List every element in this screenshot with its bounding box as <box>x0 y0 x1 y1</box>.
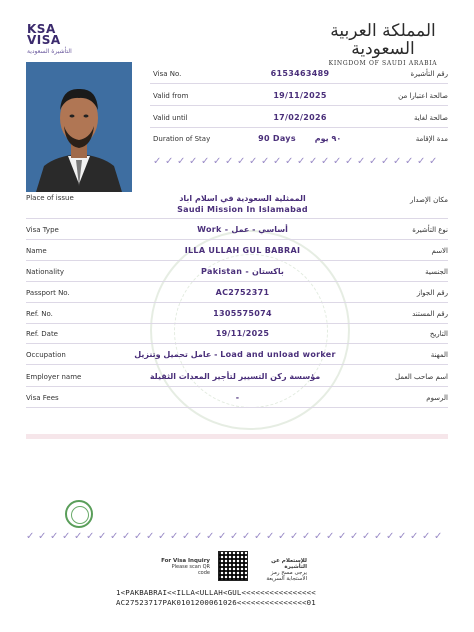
name-label-ar: الاسم <box>431 247 448 255</box>
brand-ar: التأشيرة السعودية <box>27 48 72 55</box>
passport-label: Passport No. <box>26 289 70 297</box>
employer-label-ar: اسم صاحب العمل <box>395 373 448 381</box>
check-mark-icon: ✓ <box>381 156 390 167</box>
ksa-visa-logo <box>27 24 77 60</box>
check-mark-icon: ✓ <box>158 531 167 542</box>
employer-label: Employer name <box>26 373 82 381</box>
valid-from-value: 19/11/2025 <box>273 91 327 100</box>
place-value-ar: الممثلية السعودية في اسلام اباد <box>179 194 306 203</box>
check-mark-icon: ✓ <box>434 531 443 542</box>
check-mark-icon: ✓ <box>278 531 287 542</box>
holder-photo <box>26 62 132 192</box>
valid-until-label-ar: صالحة لغاية <box>413 114 448 122</box>
check-mark-icon: ✓ <box>249 156 258 167</box>
brand-bottom: VISA <box>27 33 61 47</box>
divider <box>26 386 448 387</box>
visa-no-label: Visa No. <box>153 70 182 78</box>
check-mark-icon: ✓ <box>98 531 107 542</box>
check-mark-icon: ✓ <box>182 531 191 542</box>
security-band <box>26 434 448 439</box>
check-mark-icon: ✓ <box>386 531 395 542</box>
divider <box>26 323 448 324</box>
check-mark-icon: ✓ <box>398 531 407 542</box>
divider <box>26 260 448 261</box>
duration-value-ar: ٩٠ يوم <box>314 134 342 143</box>
check-mark-icon: ✓ <box>297 156 306 167</box>
check-mark-icon: ✓ <box>26 531 35 542</box>
brand-top: KSA <box>27 22 56 36</box>
check-mark-icon: ✓ <box>74 531 83 542</box>
passport-label-ar: رقم الجواز <box>416 289 448 297</box>
check-mark-icon: ✓ <box>314 531 323 542</box>
qr-sub-en: Please scan QR code <box>171 564 210 576</box>
check-mark-icon: ✓ <box>261 156 270 167</box>
mrz-line-1: 1<PAKBABRAI<<ILLA<ULLAH<GUL<<<<<<<<<<<<<<<< <box>116 588 316 597</box>
ref-no-label: Ref. No. <box>26 310 53 318</box>
occupation-value: عامل تحميل وتنزيل - Load and unload worker <box>134 350 336 359</box>
place-label: Place of issue <box>26 194 74 202</box>
check-mark-icon: ✓ <box>189 156 198 167</box>
visa-type-value: Work - أساسي - عمل <box>197 225 288 234</box>
check-mark-icon: ✓ <box>165 156 174 167</box>
fingerprint-icon <box>65 500 93 528</box>
holder-portrait <box>26 62 132 192</box>
divider <box>150 127 448 128</box>
check-mark-icon: ✓ <box>345 156 354 167</box>
check-mark-icon: ✓ <box>153 156 162 167</box>
divider <box>26 364 448 365</box>
check-mark-icon: ✓ <box>393 156 402 167</box>
divider <box>26 281 448 282</box>
valid-until-label: Valid until <box>153 114 188 122</box>
check-mark-icon: ✓ <box>201 156 210 167</box>
nationality-value: Pakistan - باكستان <box>201 267 284 276</box>
check-mark-icon: ✓ <box>374 531 383 542</box>
check-mark-icon: ✓ <box>230 531 239 542</box>
check-mark-icon: ✓ <box>309 156 318 167</box>
visa-no-value: 6153463489 <box>270 69 330 78</box>
visa-fees-value: - <box>235 393 240 402</box>
check-mark-icon: ✓ <box>170 531 179 542</box>
check-mark-icon: ✓ <box>62 531 71 542</box>
check-mark-icon: ✓ <box>254 531 263 542</box>
nationality-label-ar: الجنسية <box>425 268 448 276</box>
qr-sub-ar: يرجى مسح رمز الاستجابة السريعة <box>266 570 307 582</box>
employer-value: مؤسسة ركن التسيير لتأجير المعدات الثقيلة <box>149 372 321 381</box>
valid-until-value: 17/02/2026 <box>273 113 327 122</box>
check-mark-icon: ✓ <box>273 156 282 167</box>
check-mark-icon: ✓ <box>242 531 251 542</box>
passport-value: AC2752371 <box>215 288 270 297</box>
check-mark-icon: ✓ <box>266 531 275 542</box>
divider <box>26 343 448 344</box>
divider <box>26 239 448 240</box>
check-mark-icon: ✓ <box>429 156 438 167</box>
divider <box>26 218 448 219</box>
check-mark-icon: ✓ <box>422 531 431 542</box>
check-mark-icon: ✓ <box>50 531 59 542</box>
divider <box>26 407 448 408</box>
check-mark-icon: ✓ <box>357 156 366 167</box>
visa-fees-label: Visa Fees <box>26 394 59 402</box>
qr-title-en: For Visa Inquiry <box>161 558 210 564</box>
check-mark-icon: ✓ <box>333 156 342 167</box>
check-mark-icon: ✓ <box>122 531 131 542</box>
check-mark-icon: ✓ <box>302 531 311 542</box>
qr-code-icon[interactable] <box>218 551 248 581</box>
nationality-label: Nationality <box>26 268 65 276</box>
divider <box>150 83 448 84</box>
divider <box>150 105 448 106</box>
ref-no-value: 1305575074 <box>213 309 272 318</box>
check-mark-icon: ✓ <box>410 531 419 542</box>
visa-no-label-ar: رقم التأشيرة <box>410 70 448 78</box>
check-mark-icon: ✓ <box>321 156 330 167</box>
valid-from-label-ar: صالحة اعتبارا من <box>398 92 448 100</box>
ref-no-label-ar: رقم المستند <box>412 310 448 318</box>
check-mark-icon: ✓ <box>405 156 414 167</box>
check-mark-icon: ✓ <box>146 531 155 542</box>
check-pattern-row <box>153 157 438 166</box>
kingdom-header <box>318 22 448 67</box>
mrz-line-2: AC27523717PAK0101200061026<<<<<<<<<<<<<<<01 <box>116 598 316 607</box>
check-mark-icon: ✓ <box>237 156 246 167</box>
place-value: Saudi Mission In Islamabad <box>177 205 308 214</box>
place-label-ar: مكان الإصدار <box>410 196 448 204</box>
occupation-label: Occupation <box>26 351 66 359</box>
qr-title-ar: للإستعلام عن التأشيرة <box>271 558 307 570</box>
duration-label-ar: مدة الإقامة <box>415 135 448 143</box>
check-mark-icon: ✓ <box>86 531 95 542</box>
kingdom-en: KINGDOM OF SAUDI ARABIA <box>328 60 438 67</box>
check-mark-icon: ✓ <box>417 156 426 167</box>
name-value: ILLA ULLAH GUL BABRAI <box>184 246 301 255</box>
divider <box>26 302 448 303</box>
kingdom-ar: المملكة العربية السعودية <box>330 21 436 59</box>
check-mark-icon: ✓ <box>134 531 143 542</box>
ref-date-value: 19/11/2025 <box>215 329 270 338</box>
ref-date-label-ar: التاريخ <box>429 330 448 338</box>
check-mark-icon: ✓ <box>206 531 215 542</box>
name-label: Name <box>26 247 47 255</box>
check-mark-icon: ✓ <box>326 531 335 542</box>
check-mark-icon: ✓ <box>177 156 186 167</box>
check-mark-icon: ✓ <box>38 531 47 542</box>
visa-type-label: Visa Type <box>26 226 59 234</box>
valid-from-label: Valid from <box>153 92 189 100</box>
check-mark-icon: ✓ <box>285 156 294 167</box>
duration-value: 90 Days <box>258 134 296 143</box>
visa-type-label-ar: نوع التأشيرة <box>412 226 448 234</box>
check-mark-icon: ✓ <box>213 156 222 167</box>
qr-text-ar <box>252 558 307 582</box>
check-mark-icon: ✓ <box>362 531 371 542</box>
check-mark-icon: ✓ <box>350 531 359 542</box>
duration-label: Duration of Stay <box>153 135 211 143</box>
check-mark-icon: ✓ <box>290 531 299 542</box>
qr-inquiry <box>160 551 307 583</box>
check-mark-icon: ✓ <box>369 156 378 167</box>
check-mark-icon: ✓ <box>225 156 234 167</box>
qr-text-en <box>160 558 210 576</box>
check-mark-icon: ✓ <box>194 531 203 542</box>
check-pattern-row <box>26 532 443 541</box>
check-mark-icon: ✓ <box>338 531 347 542</box>
ref-date-label: Ref. Date <box>26 330 58 338</box>
visa-fees-label-ar: الرسوم <box>426 394 448 402</box>
check-mark-icon: ✓ <box>218 531 227 542</box>
check-mark-icon: ✓ <box>110 531 119 542</box>
occupation-label-ar: المهنة <box>430 351 448 359</box>
